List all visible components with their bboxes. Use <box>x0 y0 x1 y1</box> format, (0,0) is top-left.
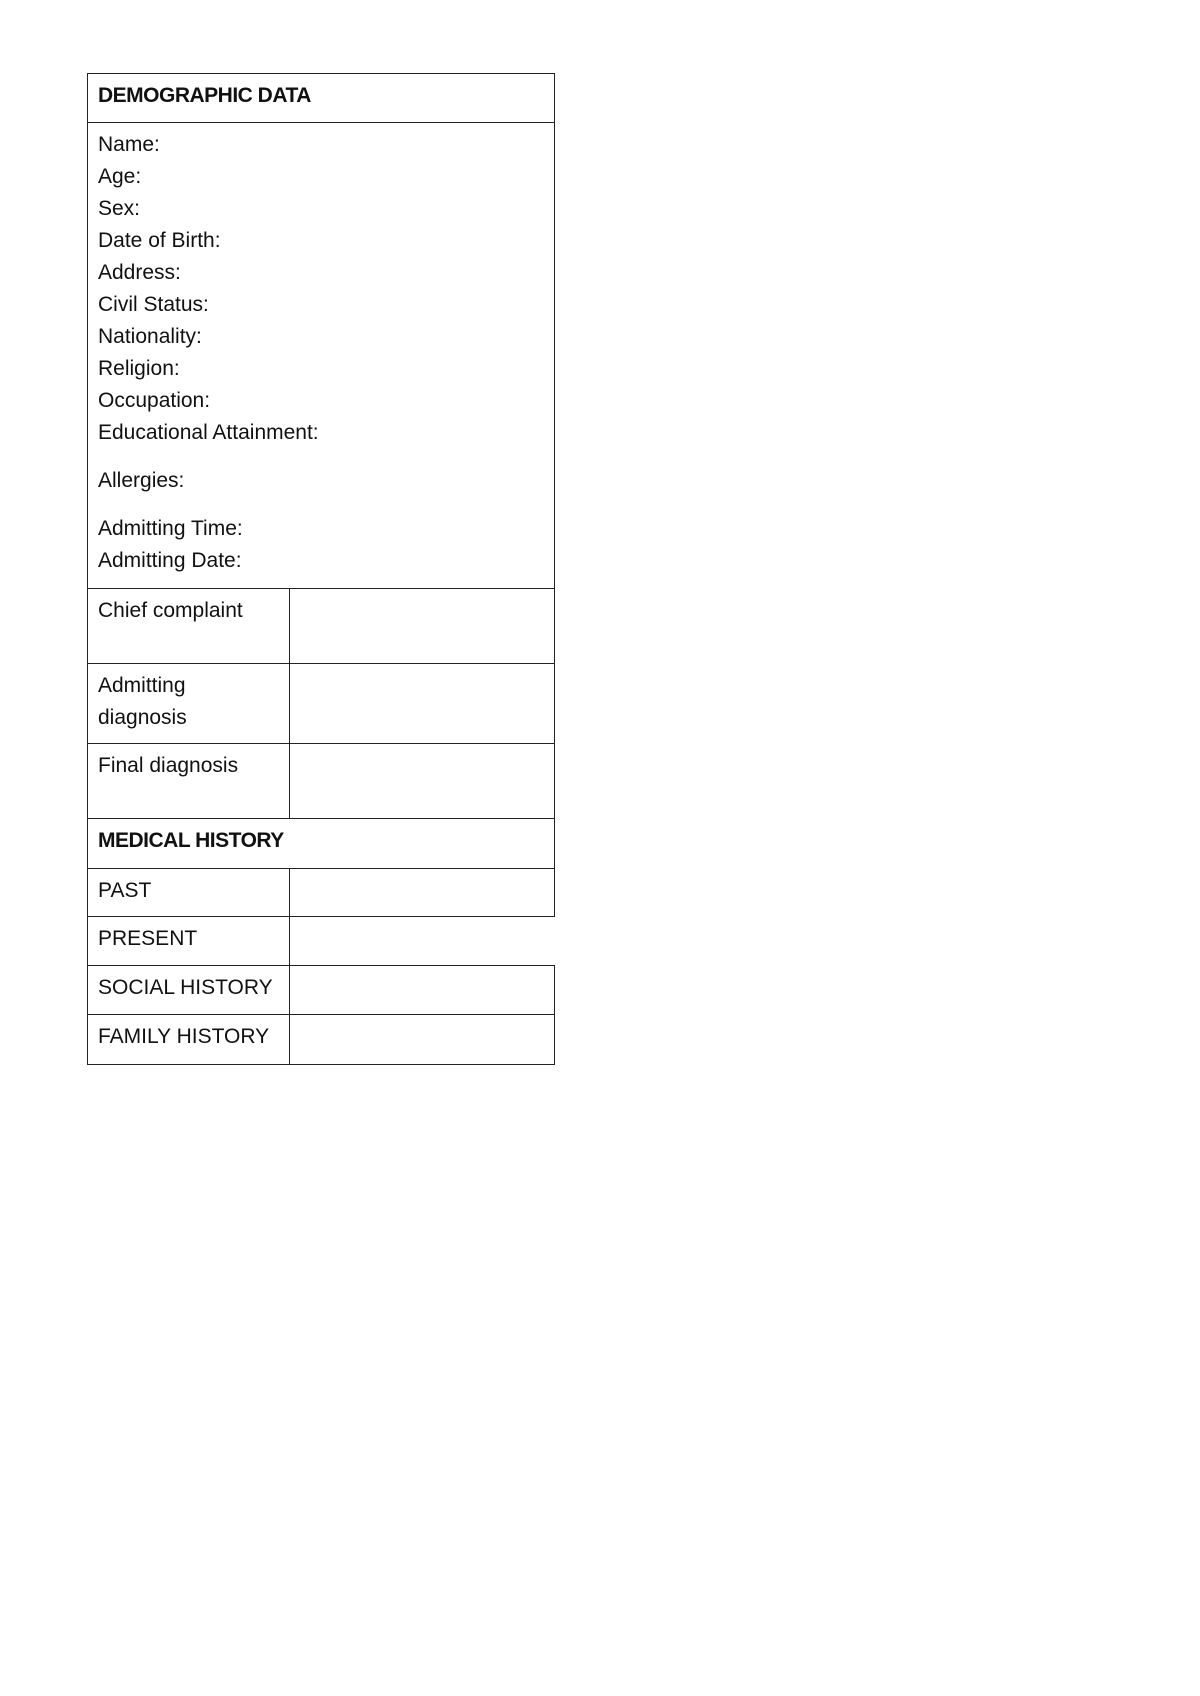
allergies-label: Allergies: <box>98 469 185 492</box>
medical-history-header: MEDICAL HISTORY <box>88 819 555 869</box>
social-history-value <box>290 966 555 1015</box>
demographic-fields-cell <box>88 123 555 589</box>
chief-complaint-label: Chief complaint <box>88 589 290 664</box>
spacer <box>98 449 544 465</box>
demographic-data-header: DEMOGRAPHIC DATA <box>88 74 555 123</box>
admitting-diagnosis-line2: diagnosis <box>98 706 187 729</box>
religion-label: Religion: <box>98 357 180 380</box>
present-history-row <box>88 917 555 966</box>
spacer <box>98 497 544 513</box>
occupation-label: Occupation: <box>98 389 211 412</box>
admitting-diagnosis-row <box>88 664 555 744</box>
social-history-row <box>88 966 555 1015</box>
past-label: PAST <box>88 869 290 917</box>
chief-complaint-value <box>290 589 555 664</box>
family-history-label: FAMILY HISTORY <box>88 1015 290 1065</box>
demographic-header-row <box>88 74 555 123</box>
social-history-label: SOCIAL HISTORY <box>88 966 290 1015</box>
address-label: Address: <box>98 261 181 284</box>
admitting-date-label: Admitting Date: <box>98 549 242 572</box>
demographic-fields-row <box>88 123 555 589</box>
past-value <box>290 869 555 917</box>
nationality-label: Nationality: <box>98 325 202 348</box>
medical-history-header-row <box>88 819 555 869</box>
present-label: PRESENT <box>88 917 290 966</box>
final-diagnosis-label: Final diagnosis <box>88 744 290 819</box>
admitting-time-label: Admitting Time: <box>98 517 243 540</box>
date-of-birth-label: Date of Birth: <box>98 229 221 252</box>
sex-label: Sex: <box>98 197 141 220</box>
age-label: Age: <box>98 165 142 188</box>
chief-complaint-row <box>88 589 555 664</box>
admitting-diagnosis-value <box>290 664 555 744</box>
admitting-diagnosis-line1: Admitting <box>98 674 186 697</box>
final-diagnosis-value <box>290 744 555 819</box>
final-diagnosis-row <box>88 744 555 819</box>
patient-data-form <box>87 73 554 1065</box>
admitting-diagnosis-label <box>88 664 290 744</box>
present-value <box>290 917 555 966</box>
family-history-row <box>88 1015 555 1065</box>
name-label: Name: <box>98 133 160 156</box>
past-history-row <box>88 869 555 917</box>
educational-attainment-label: Educational Attainment: <box>98 421 319 444</box>
family-history-value <box>290 1015 555 1065</box>
civil-status-label: Civil Status: <box>98 293 209 316</box>
form-table <box>87 73 555 1065</box>
